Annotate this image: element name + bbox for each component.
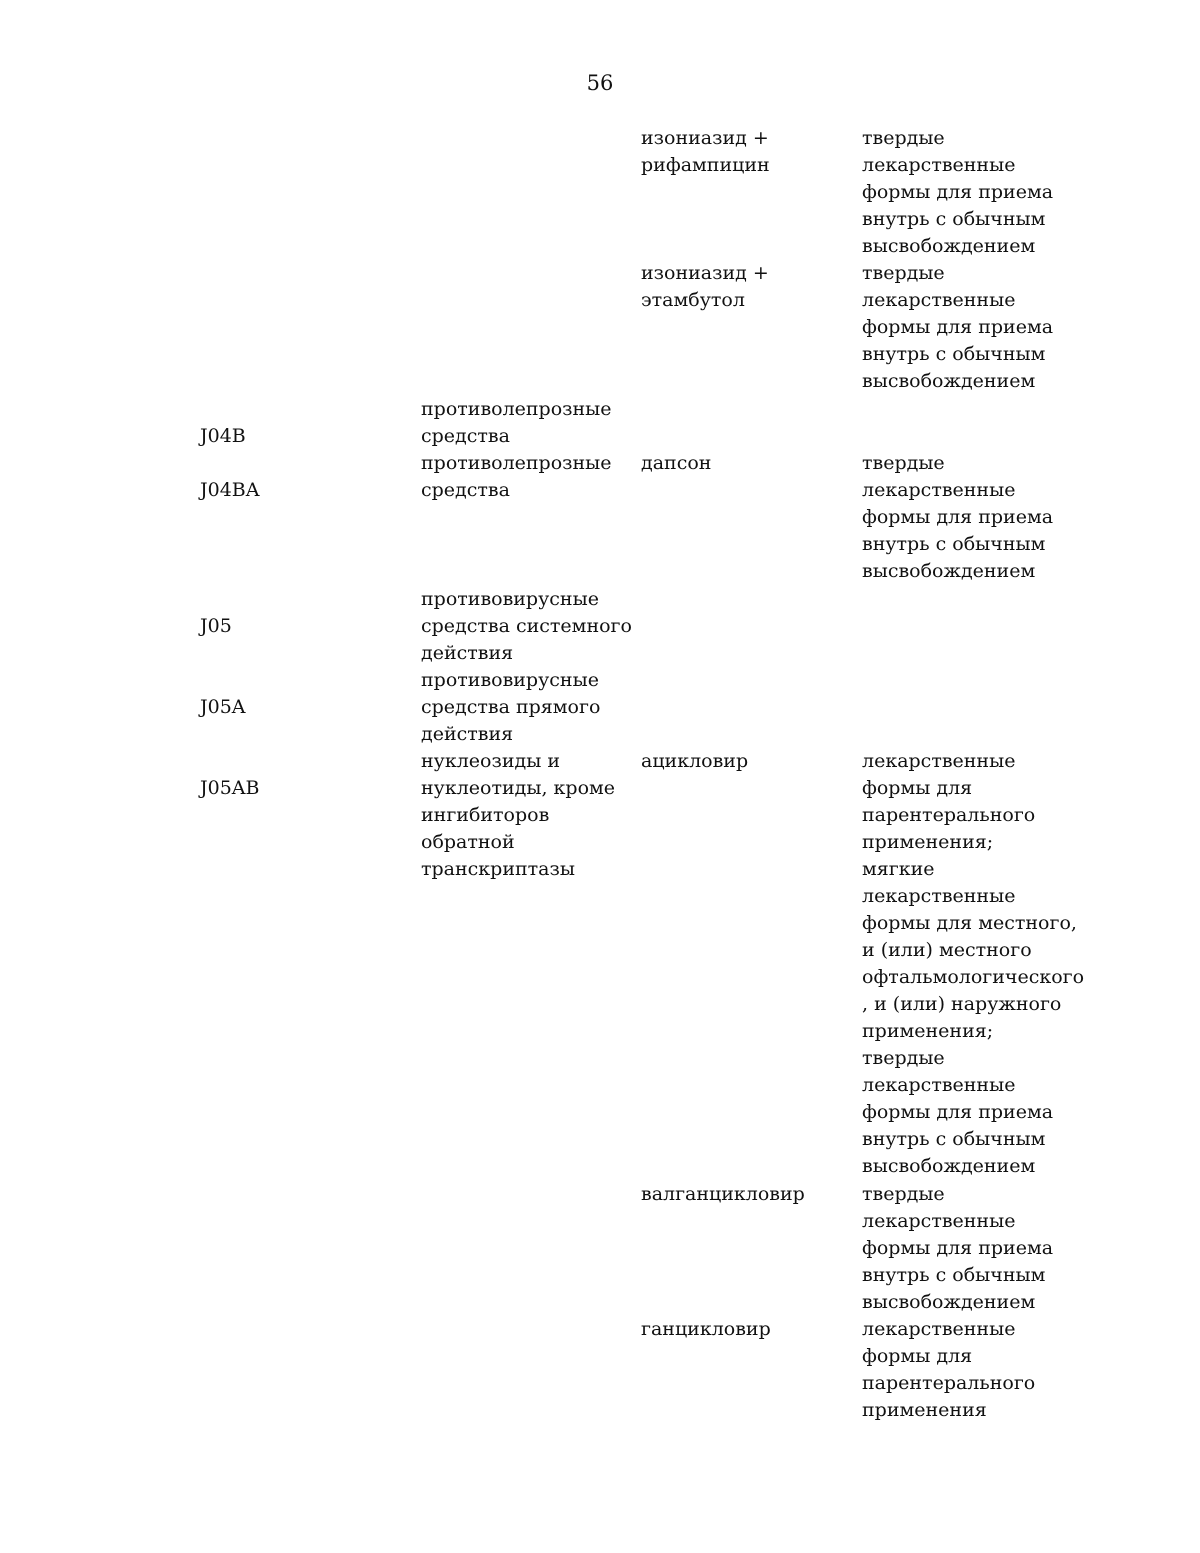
drug-name: ганцикловир [641,1318,771,1340]
atc-code: J04B [200,425,246,447]
atc-group: противовирусные средства прямого действия [421,669,601,745]
dosage-form: твердые лекарственные формы для приема внутрь с обычным высвобождением [862,452,1054,582]
atc-code: J05 [200,615,232,637]
atc-group: противолепрозные средства [421,398,612,447]
dosage-form: твердые лекарственные формы для приема внутрь с обычным высвобождением [862,127,1054,257]
dosage-form: твердые лекарственные формы для приема внутрь с обычным высвобождением [862,1183,1054,1313]
atc-code: J04BA [200,479,260,501]
drug-name: дапсон [641,452,712,474]
drug-name: изониазид + рифампицин [641,127,770,176]
dosage-form: лекарственные формы для парентерального применения; мягкие лекарственные формы для местного, и (или) местного офтальмологического , и (или) наружного применения; твердые лекарственные формы для приема внутрь с обычным высвобождением [862,750,1085,1177]
dosage-form: твердые лекарственные формы для приема внутрь с обычным высвобождением [862,262,1054,392]
atc-group: противовирусные средства системного действия [421,588,632,664]
drug-name: валганцикловир [641,1183,805,1205]
atc-group: нуклеозиды и нуклеотиды, кроме ингибиторов обратной транскриптазы [421,750,616,880]
drug-name: изониазид + этамбутол [641,262,769,311]
atc-code: J05AB [200,777,260,799]
atc-code: J05A [200,696,246,718]
dosage-form: лекарственные формы для парентерального применения [862,1318,1036,1421]
drug-name: ацикловир [641,750,749,772]
page-number: 56 [586,71,614,95]
atc-group: противолепрозные средства [421,452,612,501]
